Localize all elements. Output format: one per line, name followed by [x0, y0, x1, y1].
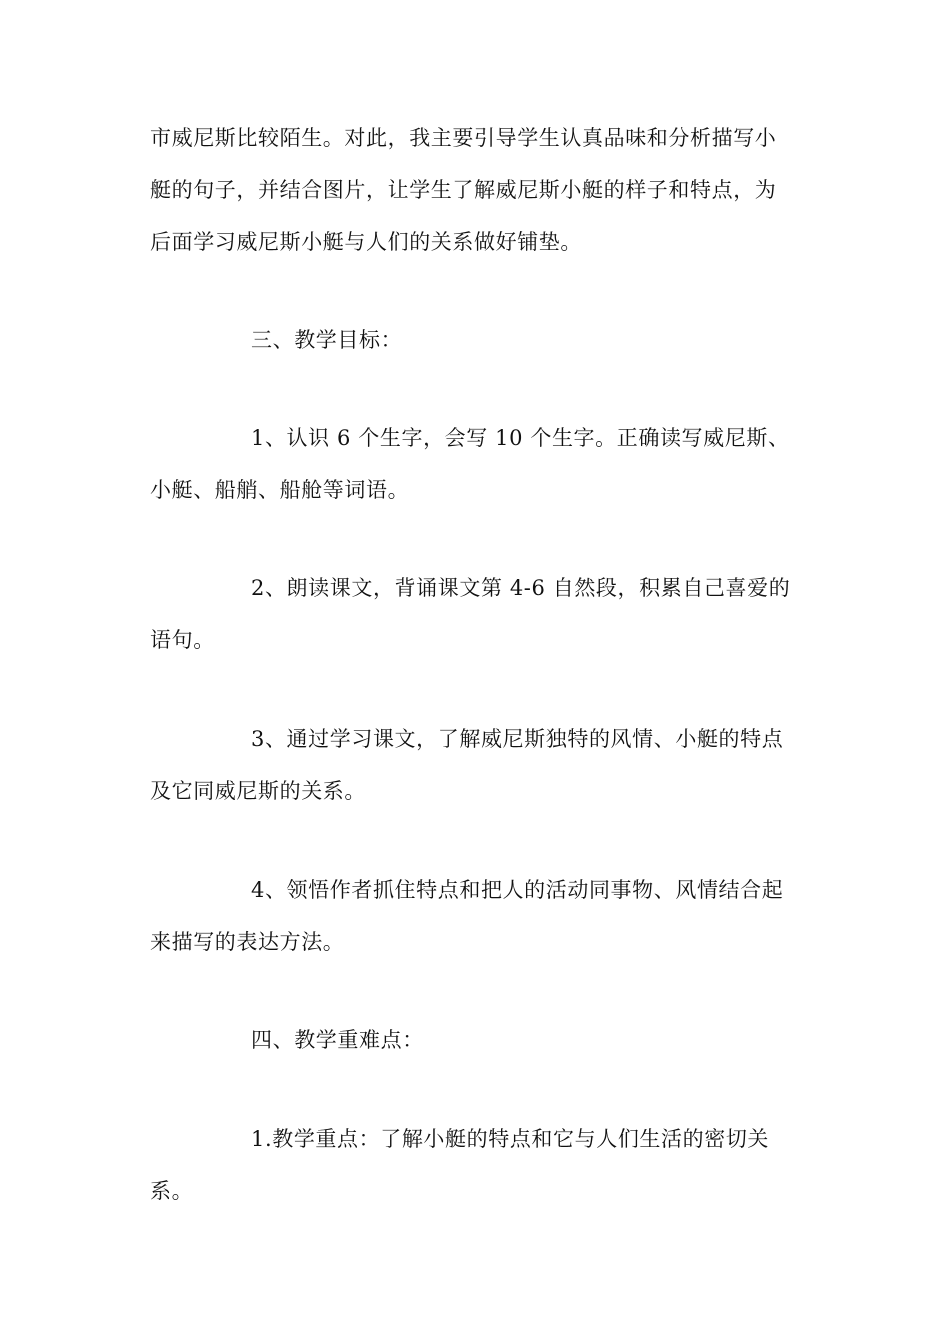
goal-3-line-1: 3、通过学习课文，了解威尼斯独特的风情、小艇的特点	[251, 727, 784, 751]
paragraph-intro-line-3: 后面学习威尼斯小艇与人们的关系做好铺垫。	[150, 230, 582, 254]
goal-2-line-1: 2、朗读课文，背诵课文第 4-6 自然段，积累自己喜爱的	[251, 576, 791, 600]
goal-2-line-2: 语句。	[150, 628, 215, 652]
goal-3-line-2: 及它同威尼斯的关系。	[150, 779, 366, 803]
key-point-1-line-1: 1.教学重点：了解小艇的特点和它与人们生活的密切关	[251, 1127, 770, 1151]
key-point-1-line-2: 系。	[150, 1179, 194, 1203]
goal-4-line-1: 4、领悟作者抓住特点和把人的活动同事物、风情结合起	[251, 878, 784, 902]
paragraph-intro-line-1: 市威尼斯比较陌生。对此，我主要引导学生认真品味和分析描写小	[150, 126, 777, 150]
paragraph-intro-line-2: 艇的句子，并结合图片，让学生了解威尼斯小艇的样子和特点，为	[150, 178, 777, 202]
section-heading-key-points: 四、教学重难点：	[251, 1028, 424, 1052]
goal-1-line-1: 1、认识 6 个生字，会写 10 个生字。正确读写威尼斯、	[251, 426, 790, 450]
section-heading-teaching-goals: 三、教学目标：	[251, 328, 403, 352]
goal-1-line-2: 小艇、船艄、船舱等词语。	[150, 478, 410, 502]
goal-4-line-2: 来描写的表达方法。	[150, 930, 345, 954]
